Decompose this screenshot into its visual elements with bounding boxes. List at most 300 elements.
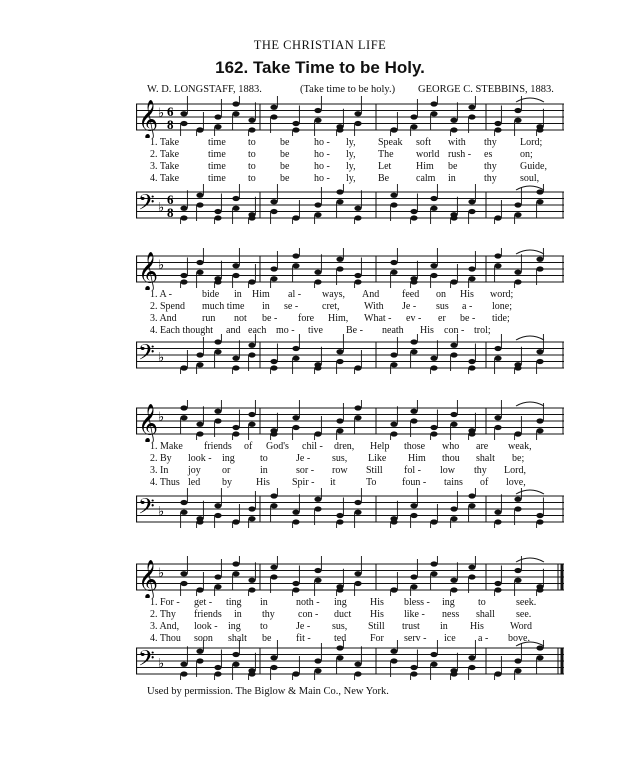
note-head <box>450 578 457 583</box>
note-head <box>468 565 475 570</box>
note-head <box>536 199 543 204</box>
note-head <box>232 196 239 201</box>
note-head <box>514 279 521 284</box>
note-head <box>214 114 221 119</box>
note-head <box>270 655 277 660</box>
time-signature-bottom: 8 <box>167 205 174 220</box>
verse-line: 4. Thus led by His Spir - it To foun - tains of love, <box>150 477 526 488</box>
note-head <box>180 365 187 370</box>
note-head <box>336 513 343 518</box>
note-head <box>468 665 475 670</box>
bass-clef-icon: 𝄢 <box>138 340 155 370</box>
slur <box>516 336 544 340</box>
note-head <box>410 513 417 518</box>
verse-line: 2. Spend much time in se - cret, With Je - sus a - lone; <box>150 301 512 312</box>
note-head <box>292 587 299 592</box>
note-head <box>410 574 417 579</box>
note-head <box>430 365 437 370</box>
note-head <box>494 346 501 351</box>
note-head <box>494 253 501 258</box>
verse-line: 4. Each thought and each mo - tive Be - neath His con - trol; <box>150 325 491 336</box>
note-head <box>180 215 187 220</box>
bass-clef-icon: 𝄢 <box>138 646 155 676</box>
note-head <box>232 356 239 361</box>
note-head <box>354 571 361 576</box>
note-head <box>450 215 457 220</box>
note-head <box>214 215 221 220</box>
note-head <box>336 127 343 132</box>
note-head <box>536 127 543 132</box>
note-head <box>410 114 417 119</box>
note-head <box>430 196 437 201</box>
slur <box>516 558 544 562</box>
permission-note: Used by permission. The Biglow & Main Co., New York. <box>147 686 389 697</box>
treble-staff-4 <box>136 556 566 598</box>
note-head <box>232 571 239 576</box>
note-head <box>270 493 277 498</box>
note-head <box>248 671 255 676</box>
note-head <box>270 105 277 110</box>
verse-line: 3. In joy or in sor - row Still fol - low thy Lord, <box>150 465 526 476</box>
note-head <box>180 121 187 126</box>
note-head <box>214 574 221 579</box>
note-head <box>410 409 417 414</box>
note-head <box>390 422 397 427</box>
note-head <box>390 127 397 132</box>
verses-system-2 <box>150 289 532 337</box>
note-head <box>536 257 543 262</box>
note-head <box>270 209 277 214</box>
time-signature-top: 6 <box>167 104 174 119</box>
hymn-title-line <box>0 58 640 78</box>
note-head <box>180 662 187 667</box>
note-head <box>232 662 239 667</box>
note-head <box>514 270 521 275</box>
note-head <box>270 503 277 508</box>
bass-clef-icon: 𝄢 <box>138 494 155 524</box>
note-head <box>468 276 475 281</box>
note-head <box>232 206 239 211</box>
verse-line: 1. Take time to be ho - ly, Speak soft with thy Lord; <box>150 137 543 148</box>
note-head <box>214 671 221 676</box>
note-head <box>248 215 255 220</box>
note-head <box>494 121 501 126</box>
note-head <box>314 365 321 370</box>
note-head <box>390 193 397 198</box>
note-head <box>214 349 221 354</box>
note-head <box>536 418 543 423</box>
note-head <box>354 121 361 126</box>
note-head <box>270 199 277 204</box>
note-head <box>536 359 543 364</box>
note-head <box>336 655 343 660</box>
note-head <box>410 584 417 589</box>
note-head <box>494 415 501 420</box>
note-head <box>514 506 521 511</box>
treble-clef-icon: 𝄞 <box>138 253 159 290</box>
note-head <box>430 111 437 116</box>
note-head <box>232 111 239 116</box>
note-head <box>468 655 475 660</box>
slur <box>516 402 544 406</box>
note-head <box>292 356 299 361</box>
note-head <box>468 359 475 364</box>
note-head <box>336 199 343 204</box>
note-head <box>514 212 521 217</box>
bass-staff-2 <box>136 334 566 376</box>
note-head <box>430 662 437 667</box>
note-head <box>514 431 521 436</box>
note-head <box>450 587 457 592</box>
note-head <box>536 513 543 518</box>
note-head <box>390 649 397 654</box>
note-head <box>292 671 299 676</box>
note-head <box>494 215 501 220</box>
note-head <box>410 503 417 508</box>
note-head <box>180 500 187 505</box>
note-head <box>248 412 255 417</box>
note-head <box>196 422 203 427</box>
note-head <box>248 352 255 357</box>
note-head <box>214 279 221 284</box>
note-head <box>336 418 343 423</box>
note-head <box>494 425 501 430</box>
note-head <box>536 519 543 524</box>
slur <box>516 250 544 254</box>
note-head <box>248 422 255 427</box>
note-head <box>450 118 457 123</box>
note-head <box>514 578 521 583</box>
note-head <box>180 111 187 116</box>
note-head <box>314 668 321 673</box>
note-head <box>196 587 203 592</box>
note-head <box>410 665 417 670</box>
note-head <box>314 506 321 511</box>
note-head <box>430 356 437 361</box>
note-head <box>292 510 299 515</box>
note-head <box>390 658 397 663</box>
treble-staff-3 <box>136 400 566 442</box>
note-head <box>180 671 187 676</box>
treble-clef-icon: 𝄞 <box>138 561 159 598</box>
note-head <box>180 510 187 515</box>
note-head <box>292 263 299 268</box>
note-head <box>390 431 397 436</box>
note-head <box>514 497 521 502</box>
note-head <box>314 118 321 123</box>
slur <box>516 98 544 102</box>
note-head <box>494 581 501 586</box>
note-head <box>354 405 361 410</box>
note-head <box>468 431 475 436</box>
note-head <box>292 519 299 524</box>
note-head <box>292 121 299 126</box>
note-head <box>390 270 397 275</box>
note-head <box>232 273 239 278</box>
flat-icon: ♭ <box>158 105 165 120</box>
note-head <box>354 581 361 586</box>
note-head <box>232 519 239 524</box>
note-head <box>536 645 543 650</box>
note-head <box>336 645 343 650</box>
note-head <box>292 425 299 430</box>
note-head <box>390 519 397 524</box>
note-head <box>390 202 397 207</box>
note-head <box>430 652 437 657</box>
note-head <box>450 412 457 417</box>
bass-staff-3 <box>136 488 566 530</box>
note-head <box>514 568 521 573</box>
note-head <box>430 431 437 436</box>
note-head <box>468 114 475 119</box>
note-head <box>410 209 417 214</box>
note-head <box>214 503 221 508</box>
verse-line: 3. And, look - ing to Je - sus, Still trust in His Word <box>150 621 532 632</box>
note-head <box>314 497 321 502</box>
slur <box>516 642 544 646</box>
flat-icon: ♭ <box>158 409 165 424</box>
note-head <box>232 431 239 436</box>
note-head <box>390 352 397 357</box>
note-head <box>270 431 277 436</box>
note-head <box>248 127 255 132</box>
note-head <box>430 263 437 268</box>
note-head <box>450 343 457 348</box>
verses-system-3 <box>150 441 548 489</box>
note-head <box>248 506 255 511</box>
verse-line: 4. Take time to be ho - ly, Be calm in thy soul, <box>150 173 540 184</box>
note-head <box>180 581 187 586</box>
note-head <box>410 279 417 284</box>
words-credit: W. D. LONGSTAFF, 1883. <box>147 84 262 95</box>
note-head <box>450 279 457 284</box>
note-head <box>514 118 521 123</box>
note-head <box>468 503 475 508</box>
note-head <box>536 428 543 433</box>
bass-staff-1 <box>136 184 566 226</box>
bass-staff-4 <box>136 640 566 682</box>
note-head <box>430 425 437 430</box>
note-head <box>336 519 343 524</box>
note-head <box>468 574 475 579</box>
note-head <box>292 253 299 258</box>
note-head <box>410 418 417 423</box>
note-head <box>514 658 521 663</box>
note-head <box>536 349 543 354</box>
note-head <box>390 587 397 592</box>
verse-line: 2. Take time to be ho - ly, The world rush - es on; <box>150 149 533 160</box>
note-head <box>248 578 255 583</box>
note-head <box>494 263 501 268</box>
note-head <box>354 111 361 116</box>
note-head <box>468 493 475 498</box>
note-head <box>354 662 361 667</box>
note-head <box>196 519 203 524</box>
verses-system-1 <box>150 137 560 185</box>
note-head <box>196 352 203 357</box>
note-head <box>468 266 475 271</box>
note-head <box>430 571 437 576</box>
note-head <box>314 431 321 436</box>
note-head <box>494 510 501 515</box>
note-head <box>232 101 239 106</box>
note-head <box>180 279 187 284</box>
note-head <box>180 415 187 420</box>
note-head <box>354 215 361 220</box>
note-head <box>196 127 203 132</box>
treble-staff-2 <box>136 248 566 290</box>
note-head <box>514 202 521 207</box>
note-head <box>354 273 361 278</box>
verse-line: 1. For - get - ting in noth - ing His bless - ing to seek. <box>150 597 537 608</box>
note-head <box>430 206 437 211</box>
note-head <box>494 519 501 524</box>
note-head <box>214 584 221 589</box>
flat-icon: ♭ <box>158 565 165 580</box>
note-head <box>450 422 457 427</box>
verse-line: 2. Thy friends in thy con - duct His like - ness shall see. <box>150 609 532 620</box>
note-head <box>410 124 417 129</box>
time-signature-top: 6 <box>167 192 174 207</box>
note-head <box>336 257 343 262</box>
note-head <box>354 206 361 211</box>
note-head <box>314 212 321 217</box>
flat-icon: ♭ <box>158 257 165 272</box>
note-head <box>214 513 221 518</box>
note-head <box>196 431 203 436</box>
note-head <box>410 349 417 354</box>
note-head <box>314 270 321 275</box>
verse-line: 2. By look - ing to Je - sus, Like Him thou shalt be; <box>150 453 525 464</box>
note-head <box>354 415 361 420</box>
note-head <box>390 260 397 265</box>
note-head <box>270 114 277 119</box>
note-head <box>196 193 203 198</box>
slur <box>516 490 544 494</box>
note-head <box>248 279 255 284</box>
note-head <box>354 365 361 370</box>
note-head <box>214 339 221 344</box>
note-head <box>292 127 299 132</box>
music-credit: GEORGE C. STEBBINS, 1883. <box>418 84 554 95</box>
flat-icon: ♭ <box>158 199 165 215</box>
note-head <box>314 279 321 284</box>
note-head <box>514 668 521 673</box>
note-head <box>336 349 343 354</box>
note-head <box>248 343 255 348</box>
note-head <box>180 405 187 410</box>
note-head <box>430 101 437 106</box>
note-head <box>248 118 255 123</box>
note-head <box>450 506 457 511</box>
note-head <box>410 215 417 220</box>
note-head <box>468 209 475 214</box>
note-head <box>196 649 203 654</box>
note-head <box>430 519 437 524</box>
note-head <box>536 266 543 271</box>
note-head <box>270 665 277 670</box>
note-head <box>292 415 299 420</box>
note-head <box>214 665 221 670</box>
note-head <box>270 365 277 370</box>
verse-line: 1. A - bide in Him al - ways, And feed on His word; <box>150 289 514 300</box>
note-head <box>314 578 321 583</box>
note-head <box>270 565 277 570</box>
note-head <box>232 425 239 430</box>
note-head <box>354 500 361 505</box>
note-head <box>180 273 187 278</box>
flat-icon: ♭ <box>158 349 165 365</box>
note-head <box>494 587 501 592</box>
note-head <box>196 270 203 275</box>
note-head <box>196 202 203 207</box>
note-head <box>314 568 321 573</box>
note-head <box>196 260 203 265</box>
flat-icon: ♭ <box>158 503 165 519</box>
note-head <box>270 359 277 364</box>
note-head <box>354 279 361 284</box>
note-head <box>196 362 203 367</box>
note-head <box>292 346 299 351</box>
note-head <box>336 266 343 271</box>
verse-line: 1. Make friends of God's chil - dren, Help those who are weak, <box>150 441 532 452</box>
note-head <box>514 108 521 113</box>
verse-line: 4. Thou soon shalt be fit - ted For serv - ice a - bove. <box>150 633 530 644</box>
note-head <box>410 339 417 344</box>
hymn-number: 162. <box>215 58 249 77</box>
note-head <box>214 124 221 129</box>
treble-staff-1 <box>136 96 566 138</box>
note-head <box>468 105 475 110</box>
note-head <box>450 516 457 521</box>
verses-system-4 <box>150 597 552 645</box>
note-head <box>430 273 437 278</box>
time-signature-bottom: 8 <box>167 117 174 132</box>
note-head <box>314 202 321 207</box>
note-head <box>354 671 361 676</box>
note-head <box>270 266 277 271</box>
note-head <box>536 655 543 660</box>
verse-line: 3. And run not be - fore Him, What - ev - er be - tide; <box>150 313 510 324</box>
note-head <box>270 276 277 281</box>
note-head <box>468 365 475 370</box>
note-head <box>536 587 543 592</box>
slur <box>516 186 544 190</box>
note-head <box>336 359 343 364</box>
note-head <box>292 581 299 586</box>
tune-name: (Take time to be holy.) <box>300 84 396 95</box>
note-head <box>214 418 221 423</box>
note-head <box>536 189 543 194</box>
note-head <box>450 352 457 357</box>
note-head <box>180 571 187 576</box>
note-head <box>410 671 417 676</box>
verse-line: 3. Take time to be ho - ly, Let Him be thy Guide, <box>150 161 547 172</box>
note-head <box>468 199 475 204</box>
note-head <box>450 671 457 676</box>
note-head <box>248 516 255 521</box>
treble-clef-icon: 𝄞 <box>138 405 159 442</box>
note-head <box>248 587 255 592</box>
note-head <box>430 561 437 566</box>
note-head <box>494 356 501 361</box>
note-head <box>232 263 239 268</box>
note-head <box>494 671 501 676</box>
note-head <box>214 209 221 214</box>
note-head <box>450 127 457 132</box>
note-head <box>232 652 239 657</box>
note-head <box>214 409 221 414</box>
